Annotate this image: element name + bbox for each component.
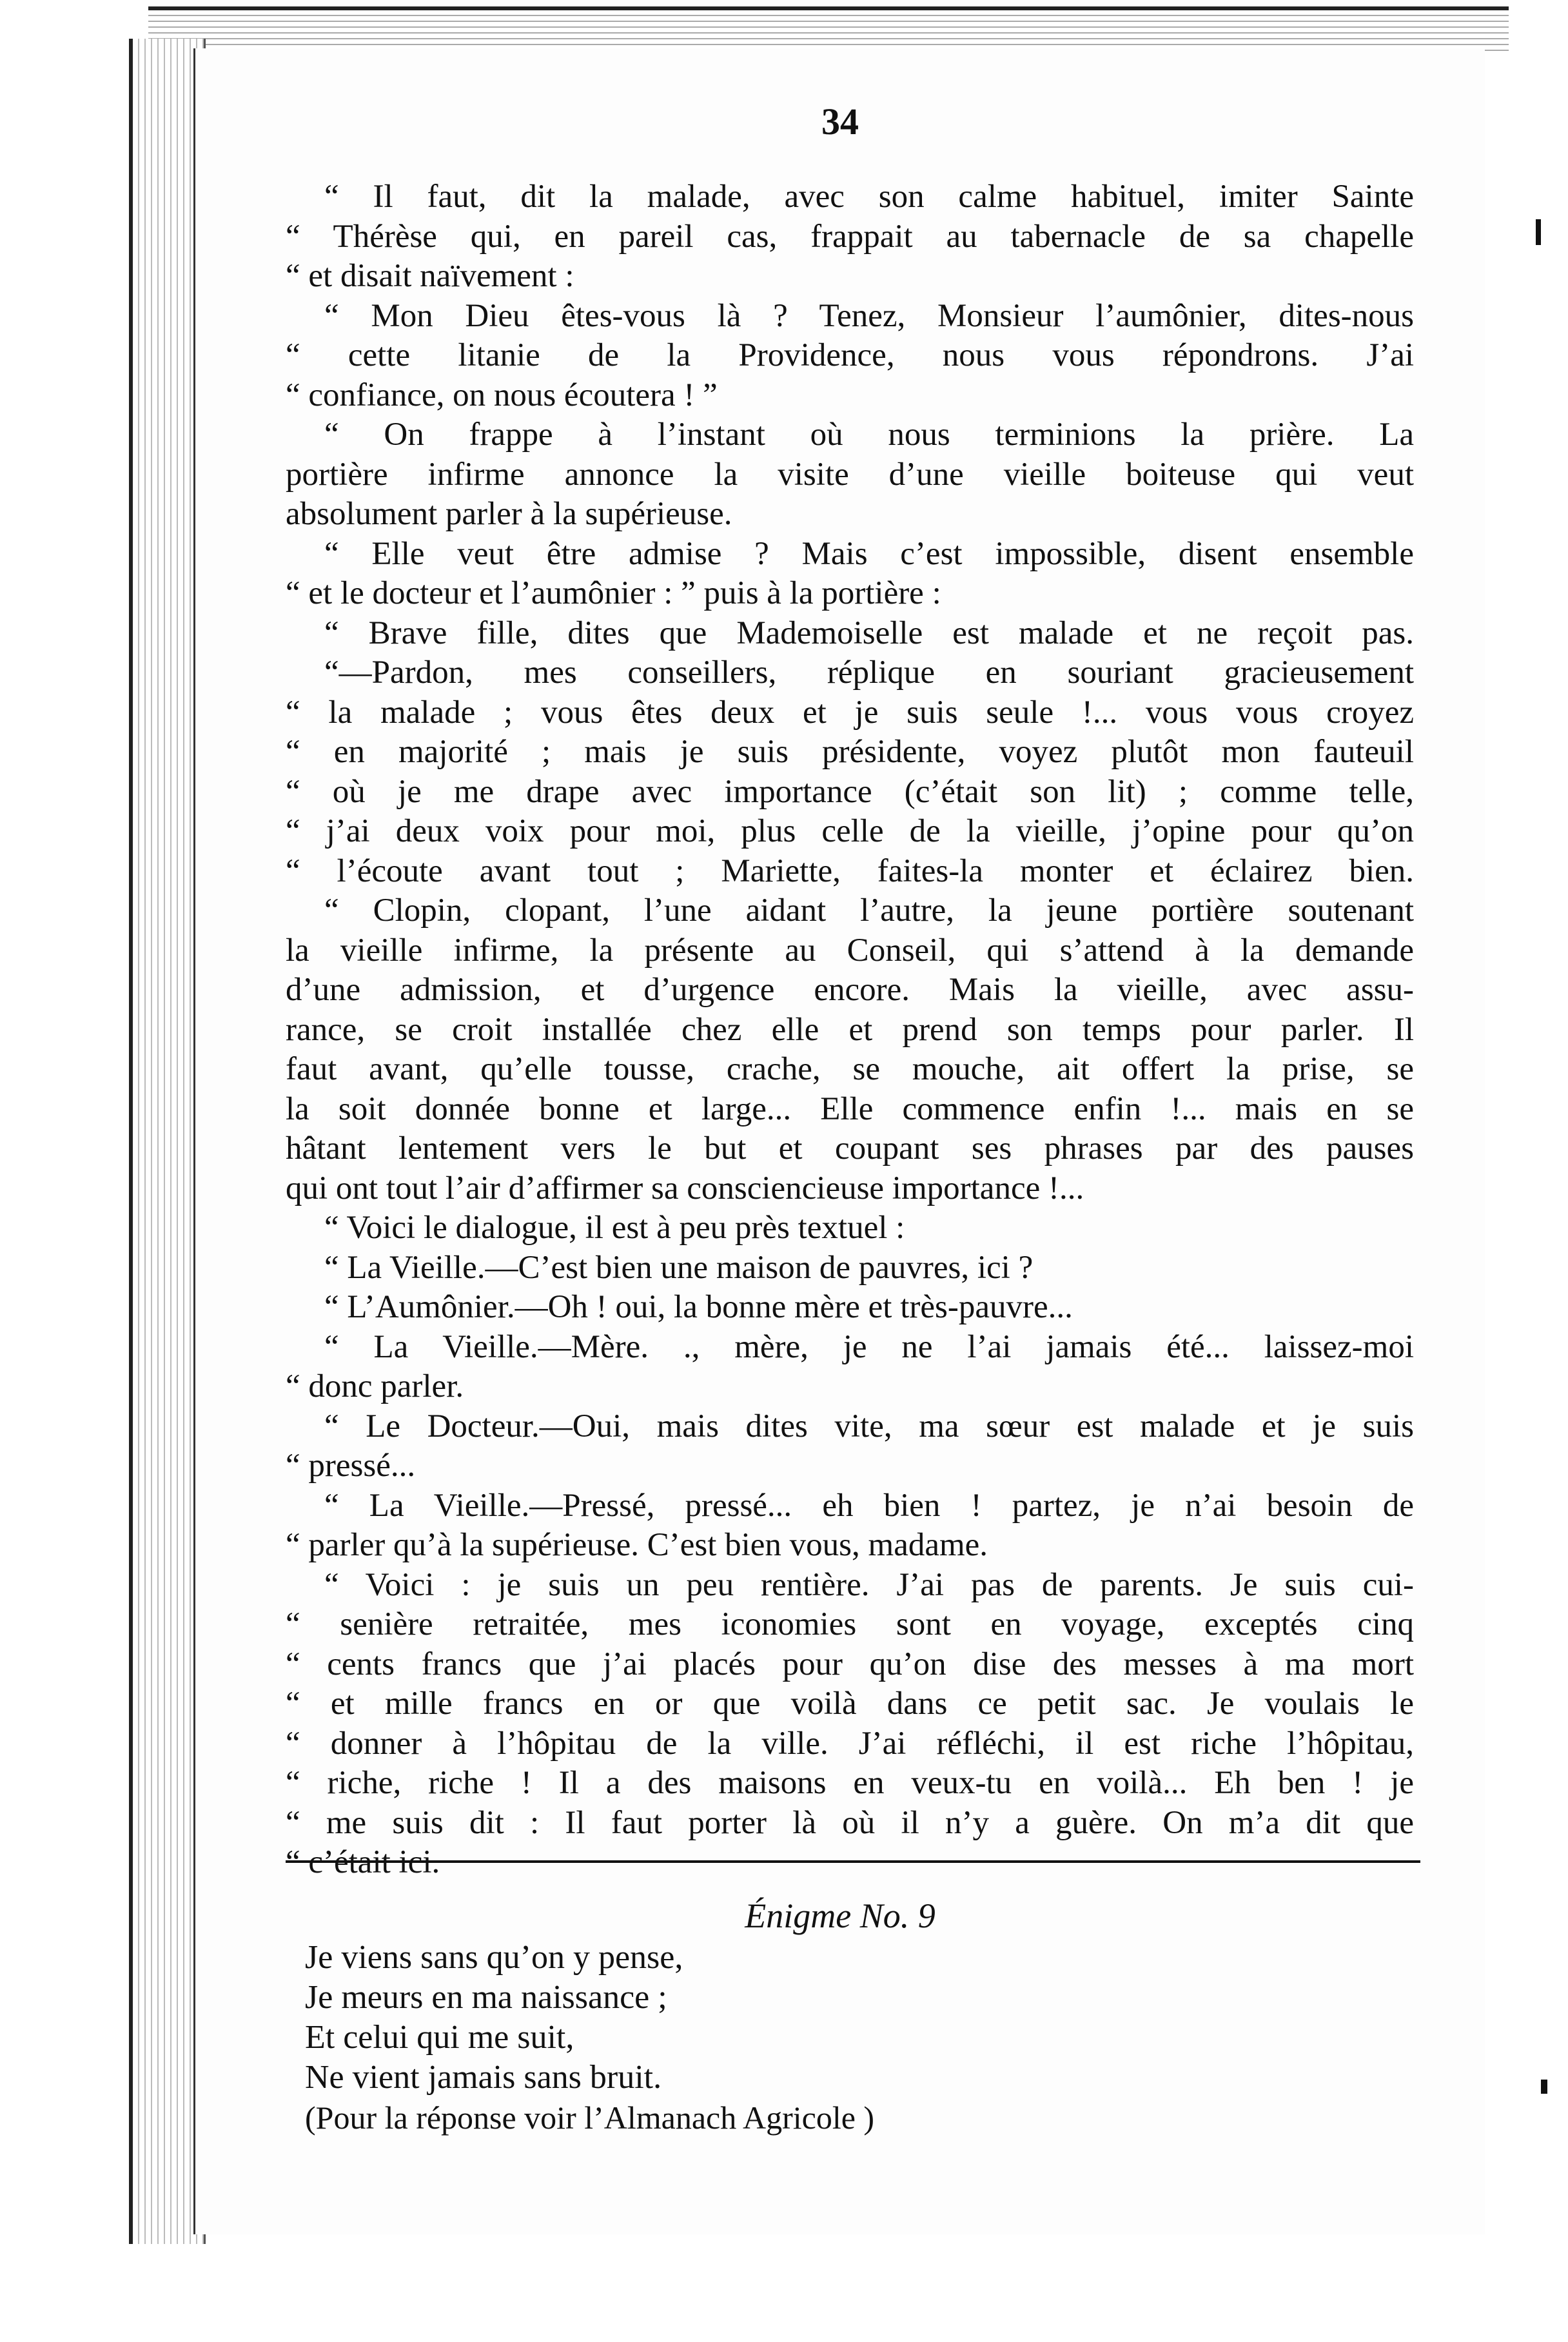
text-line: “ la malade ; vous êtes deux et je suis seule !... vous vous croyez [286, 694, 1414, 731]
text-line: “ en majorité ; mais je suis présidente, voyez plutôt mon fauteuil [286, 734, 1414, 770]
scan-speck [1541, 2080, 1547, 2094]
text-line: “ La Vieille.—Mère. ., mère, je ne l’ai jamais été... laissez-moi [324, 1328, 1414, 1365]
text-line: faut avant, qu’elle tousse, crache, se mouche, ait offert la prise, se [286, 1051, 1414, 1087]
text-line: qui ont tout l’air d’affirmer sa consciencieuse importance !... [286, 1170, 1084, 1206]
riddle-line: Je meurs en ma naissance ; [305, 1979, 667, 2016]
text-line: “ confiance, on nous écoutera ! ” [286, 377, 718, 413]
text-line: “ et le docteur et l’aumônier : ” puis à la portière : [286, 575, 941, 611]
text-line: “ On frappe à l’instant où nous terminions la prière. La [324, 417, 1414, 453]
text-line: la soit donnée bonne et large... Elle commence enfin !... mais en se [286, 1090, 1414, 1127]
text-line: “ donner à l’hôpitau de la ville. J’ai réfléchi, il est riche l’hôpitau, [286, 1725, 1414, 1762]
text-line: “ Mon Dieu êtes-vous là ? Tenez, Monsieur l’aumônier, dites-nous [324, 297, 1414, 334]
section-divider [286, 1860, 1420, 1863]
page-number: 34 [821, 101, 859, 143]
text-line: la vieille infirme, la présente au Conseil, qui s’attend à la demande [286, 932, 1414, 969]
text-line: “ donc parler. [286, 1368, 464, 1404]
text-line: “ cents francs que j’ai placés pour qu’on dise des messes à ma mort [286, 1646, 1414, 1682]
text-line: “ Clopin, clopant, l’une aidant l’autre, la jeune portière soutenant [324, 892, 1414, 929]
riddle-verse [305, 1938, 874, 2138]
text-line: “ et disait naïvement : [286, 258, 574, 294]
text-line: “ Voici : je suis un peu rentière. J’ai pas de parents. Je suis cui- [324, 1566, 1414, 1603]
text-line: “ me suis dit : Il faut porter là où il n’y a guère. On m’a dit que [286, 1804, 1414, 1841]
text-line: “ Le Docteur.—Oui, mais dites vite, ma sœur est malade et je suis [324, 1408, 1414, 1444]
text-line: “ Voici le dialogue, il est à peu près textuel : [324, 1210, 905, 1246]
text-line: absolument parler à la supérieuse. [286, 496, 732, 532]
scan-speck [1536, 219, 1541, 245]
text-line: “ et mille francs en or que voilà dans ce petit sac. Je voulais le [286, 1686, 1414, 1722]
book-page [193, 48, 1485, 2234]
riddle-line: Et celui qui me suit, [305, 2019, 574, 2056]
text-line: “ où je me drape avec importance (c’était son lit) ; comme telle, [286, 773, 1414, 810]
text-line: “ Il faut, dit la malade, avec son calme habituel, imiter Sainte [324, 179, 1414, 215]
text-line: “ La Vieille.—C’est bien une maison de pauvres, ici ? [324, 1249, 1034, 1286]
text-line: “ Elle veut être admise ? Mais c’est impossible, disent ensemble [324, 535, 1414, 572]
text-line: “ Thérèse qui, en pareil cas, frappait au tabernacle de sa chapelle [286, 218, 1414, 255]
text-line: “ La Vieille.—Pressé, pressé... eh bien ! partez, je n’ai besoin de [324, 1487, 1414, 1524]
text-line: “ parler qu’à la supérieuse. C’est bien vous, madame. [286, 1527, 988, 1563]
text-line: hâtant lentement vers le but et coupant ses phrases par des pauses [286, 1130, 1414, 1166]
text-line: “ riche, riche ! Il a des maisons en veux-tu en voilà... Eh ben ! je [286, 1765, 1414, 1801]
text-line: “ cette litanie de la Providence, nous vous répondrons. J’ai [286, 337, 1414, 373]
text-line: “ pressé... [286, 1448, 416, 1484]
riddle-title: Énigme No. 9 [745, 1896, 936, 1935]
riddle-line: Je viens sans qu’on y pense, [305, 1939, 683, 1976]
text-line: “ L’Aumônier.—Oh ! oui, la bonne mère et très-pauvre... [324, 1289, 1073, 1325]
text-line: “ senière retraitée, mes iconomies sont en voyage, exceptés cinq [286, 1606, 1414, 1642]
text-line: “—Pardon, mes conseillers, réplique en souriant gracieusement [324, 654, 1414, 691]
text-line: d’une admission, et d’urgence encore. Mais la vieille, avec assu- [286, 972, 1414, 1008]
riddle-line: Ne vient jamais sans bruit. [305, 2059, 662, 2096]
body-text [286, 177, 1414, 1883]
text-line: “ c’était ici. [286, 1844, 440, 1880]
text-line: rance, se croit installée chez elle et prend son temps pour parler. Il [286, 1011, 1414, 1048]
text-line: “ j’ai deux voix pour moi, plus celle de la vieille, j’opine pour qu’on [286, 813, 1414, 849]
riddle-line: (Pour la réponse voir l’Almanach Agricole ) [305, 2100, 875, 2136]
text-line: “ Brave fille, dites que Mademoiselle est malade et ne reçoit pas. [324, 615, 1414, 651]
text-line: “ l’écoute avant tout ; Mariette, faites-la monter et éclairez bien. [286, 852, 1414, 889]
text-line: portière infirme annonce la visite d’une vieille boiteuse qui veut [286, 456, 1414, 493]
